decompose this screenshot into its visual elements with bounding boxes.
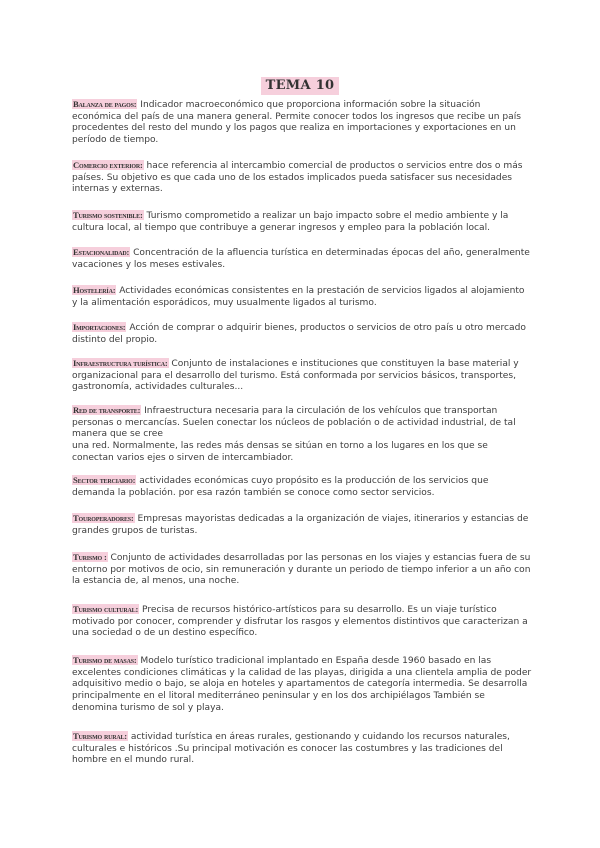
entry-balanza-de-pagos — [72, 99, 532, 147]
definition-text: Indicador macroeconómico que proporciona información sobre la situación económica del país de una manera general. Permite conocer todos los ingresos que recibe un país procedentes del resto del mundo y los pagos que realiza en importaciones y exportaciones en un período de tiempo. — [72, 100, 521, 146]
definition-continuation: una red. Normalmente, las redes más densas se sitúan en torno a los lugares en los que se conectan varios ejes o sirven de intercambiador. — [72, 441, 488, 463]
term-label: Turismo cultural: — [73, 604, 139, 614]
entry-turismo-de-masas — [72, 655, 532, 715]
definition-text: Turismo comprometido a realizar un bajo impacto sobre el medio ambiente y la cultura local, al tiempo que contribuye a generar ingresos y empleo para la población local. — [72, 211, 509, 233]
entry-turismo-sostenible — [72, 210, 532, 234]
definition-text: Concentración de la afluencia turística en determinadas épocas del año, generalmente vacaciones y los meses estivales. — [72, 248, 530, 270]
definition-text: Actividades económicas consistentes en la prestación de servicios ligados al alojamiento y la alimentación esporádicos, muy usualmente ligados al turismo. — [72, 286, 525, 308]
entry-hosteleria — [72, 285, 532, 309]
definition-text: hace referencia al intercambio comercial de productos o servicios entre dos o más países. Su objetivo es que cada uno de los estados implicados pueda satisfacer sus necesidades internas y externas. — [72, 161, 523, 195]
term-label: Comercio exterior: — [73, 160, 143, 170]
term-label: Turismo : — [73, 552, 107, 562]
term-label: Importaciones: — [73, 322, 126, 332]
term-label: Estacionalidad: — [73, 247, 130, 257]
definition-text: Conjunto de actividades desarrolladas por las personas en los viajes y estancias fuera de su entorno por motivos de ocio, sin remuneración y durante un periodo de tiempo inferior a un año con la estancia de, al menos, una noche. — [72, 553, 531, 587]
definition-text: Precisa de recursos histórico-artísticos para su desarrollo. Es un viaje turístico motivado por conocer, comprender y disfrutar los rasgos y elementos distintivos que caracterizan a una sociedad o de un destino específico. — [72, 605, 528, 639]
term-label: Infraestructura turística: — [73, 358, 168, 368]
entry-red-de-transporte — [72, 405, 532, 465]
term-label: Touroperadores: — [73, 513, 134, 523]
definition-text: Modelo turístico tradicional implantado en España desde 1960 basado en las excelentes condiciones climáticas y la calidad de las playas, dirigida a una clientela amplia de poder adquisitivo medio o bajo, se aloja en hoteles y apartamentos de categoría intermedia. Se desarrolla principalmente en el litoral mediterráneo peninsular y en los dos archipiélagos También se denomina turismo de sol y playa. — [72, 656, 532, 713]
term-label: Red de transporte: — [73, 405, 141, 415]
term-label: Turismo rural: — [73, 731, 127, 741]
entry-comercio-exterior — [72, 160, 532, 196]
entry-touroperadores — [72, 513, 532, 537]
term-label: Sector terciario: — [73, 475, 136, 485]
entry-turismo-rural — [72, 731, 532, 767]
page-title: TEMA 10 — [0, 74, 600, 93]
definition-text: Infraestructura necesaria para la circulación de los vehículos que transportan personas o mercancías. Suelen conectar los núcleos de población o de actividad industrial, de tal manera que se cree — [72, 406, 516, 440]
entry-turismo-cultural — [72, 604, 532, 640]
definition-text: actividad turística en áreas rurales, gestionando y cuidando los recursos naturales, culturales e históricos .Su principal motivación es conocer las costumbres y las tradiciones del hombre en el mundo rural. — [72, 732, 510, 766]
entry-infraestructura-turistica — [72, 358, 532, 394]
term-label: Turismo sostenible: — [73, 210, 143, 220]
definition-text: Empresas mayoristas dedicadas a la organización de viajes, itinerarios y estancias de grandes grupos de turistas. — [72, 514, 529, 536]
entry-sector-terciario — [72, 475, 532, 499]
definition-text: Conjunto de instalaciones e instituciones que constituyen la base material y organizacional para el desarrollo del turismo. Está conformada por servicios básicos, transportes, gastronomía, actividades culturales... — [72, 359, 519, 393]
entry-importaciones — [72, 322, 532, 346]
definition-text: actividades económicas cuyo propósito es la producción de los servicios que demanda la población. por esa razón también se conoce como sector servicios. — [72, 476, 489, 498]
term-label: Balanza de pagos: — [73, 99, 137, 109]
term-label: Hostelería: — [73, 285, 116, 295]
term-label: Turismo de masas: — [73, 655, 137, 665]
entry-estacionalidad — [72, 247, 532, 271]
definition-text: Acción de comprar o adquirir bienes, productos o servicios de otro país u otro mercado distinto del propio. — [72, 323, 526, 345]
entry-turismo — [72, 552, 532, 588]
